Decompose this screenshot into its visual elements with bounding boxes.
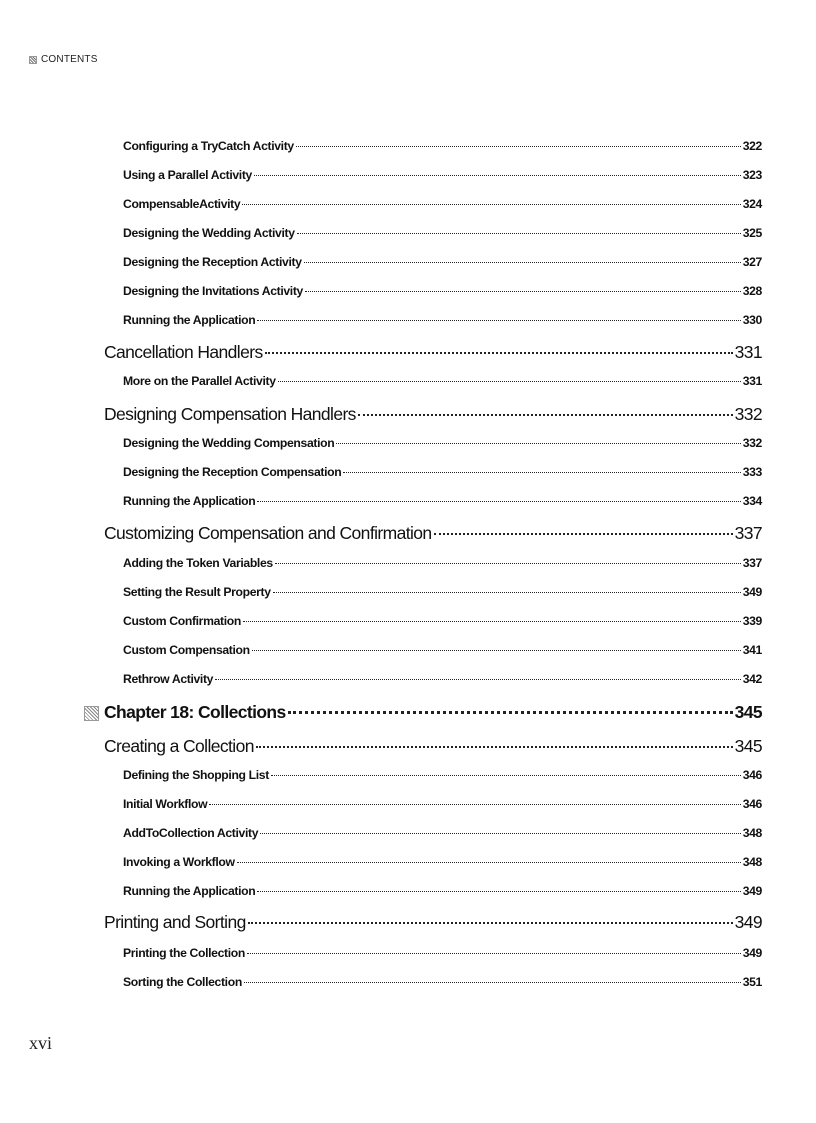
toc-entry-page: 327 [742, 255, 762, 269]
toc-subsection-entry[interactable] [123, 797, 762, 811]
toc-entry-title: Invoking a Workflow [123, 855, 235, 869]
toc-entry-title: Setting the Result Property [123, 585, 271, 599]
dot-leader [257, 320, 740, 321]
toc-entry-title: Cancellation Handlers [104, 342, 263, 362]
toc-entry-title: Initial Workflow [123, 797, 208, 811]
toc-subsection-entry[interactable] [123, 284, 762, 298]
toc-section-entry[interactable] [104, 523, 762, 544]
toc-entry-page: 345 [734, 736, 762, 756]
toc-entry-title: Chapter 18: Collections [104, 702, 286, 722]
toc-subsection-entry[interactable] [123, 313, 762, 327]
toc-entry-page: 331 [742, 374, 762, 388]
toc-entry-page: 333 [742, 465, 762, 479]
toc-entry-title: Designing Compensation Handlers [104, 404, 356, 424]
toc-entry-title: Rethrow Activity [123, 672, 214, 686]
toc-entry-page: 332 [734, 404, 762, 424]
toc-entry-page: 339 [742, 614, 762, 628]
toc-entry-title: Running the Application [123, 313, 256, 327]
toc-entry-title: Sorting the Collection [123, 975, 242, 989]
toc-entry-page: 348 [742, 826, 762, 840]
dot-leader [288, 711, 733, 714]
dot-leader [273, 592, 741, 593]
dot-leader [209, 804, 740, 805]
toc-entry-title: Printing the Collection [123, 946, 245, 960]
dot-leader [254, 175, 741, 176]
toc-entry-title: Designing the Reception Compensation [123, 465, 342, 479]
toc-subsection-entry[interactable] [123, 855, 762, 869]
toc-entry-page: 334 [742, 494, 762, 508]
dot-leader [242, 204, 740, 205]
toc-entry-title: Custom Compensation [123, 643, 250, 657]
toc-entry-page: 330 [742, 313, 762, 327]
dot-leader [244, 982, 741, 983]
toc-entry-page: 349 [734, 912, 762, 932]
toc-subsection-entry[interactable] [123, 436, 762, 450]
dot-leader [434, 533, 733, 535]
toc-subsection-entry[interactable] [123, 374, 762, 388]
toc-entry-page: 322 [742, 139, 762, 153]
toc-subsection-entry[interactable] [123, 197, 762, 211]
toc-entry-page: 346 [742, 768, 762, 782]
dot-leader [296, 146, 741, 147]
toc-subsection-entry[interactable] [123, 255, 762, 269]
toc-subsection-entry[interactable] [123, 465, 762, 479]
toc-subsection-entry[interactable] [123, 826, 762, 840]
toc-entry-page: 328 [742, 284, 762, 298]
toc-entry-title: Designing the Wedding Activity [123, 226, 295, 240]
toc-entry-title: Configuring a TryCatch Activity [123, 139, 294, 153]
dot-leader [343, 472, 740, 473]
dot-leader [297, 233, 741, 234]
toc-entry-page: 337 [742, 556, 762, 570]
toc-entry-title: Designing the Reception Activity [123, 255, 302, 269]
toc-subsection-entry[interactable] [123, 946, 762, 960]
dot-leader [256, 746, 733, 748]
dot-leader [336, 443, 740, 444]
toc-entry-title: Using a Parallel Activity [123, 168, 252, 182]
dot-leader [278, 381, 741, 382]
toc-entry-title: Designing the Invitations Activity [123, 284, 303, 298]
dot-leader [237, 862, 741, 863]
toc-subsection-entry[interactable] [123, 614, 762, 628]
dot-leader [275, 563, 741, 564]
toc-entry-page: 346 [742, 797, 762, 811]
dot-leader [257, 501, 740, 502]
toc-subsection-entry[interactable] [123, 768, 762, 782]
dot-leader [257, 891, 740, 892]
toc-entry-page: 349 [742, 946, 762, 960]
toc-subsection-entry[interactable] [123, 672, 762, 686]
dot-leader [252, 650, 741, 651]
toc-entry-title: AddToCollection Activity [123, 826, 259, 840]
toc-subsection-entry[interactable] [123, 226, 762, 240]
toc-section-entry[interactable] [104, 912, 762, 933]
toc-entry-title: CompensableActivity [123, 197, 241, 211]
toc-subsection-entry[interactable] [123, 975, 762, 989]
toc-entry-title: Designing the Wedding Compensation [123, 436, 335, 450]
toc-entry-title: Customizing Compensation and Confirmation [104, 523, 432, 543]
toc-entry-page: 349 [742, 884, 762, 898]
dot-leader [358, 414, 733, 416]
toc-entry-title: Defining the Shopping List [123, 768, 269, 782]
toc-subsection-entry[interactable] [123, 139, 762, 153]
toc-section-entry[interactable] [104, 736, 762, 757]
dot-leader [305, 291, 741, 292]
dot-leader [247, 953, 741, 954]
toc-subsection-entry[interactable] [123, 494, 762, 508]
dot-leader [248, 922, 733, 924]
toc-subsection-entry[interactable] [123, 556, 762, 570]
toc-entry-page: 342 [742, 672, 762, 686]
toc-entry-title: Printing and Sorting [104, 912, 246, 932]
toc-entry-title: Running the Application [123, 884, 256, 898]
toc-entry-page: 324 [742, 197, 762, 211]
toc-entry-title: Running the Application [123, 494, 256, 508]
toc-subsection-entry[interactable] [123, 643, 762, 657]
toc-entry-page: 348 [742, 855, 762, 869]
toc-section-entry[interactable] [104, 404, 762, 425]
toc-entry-page: 332 [742, 436, 762, 450]
toc-subsection-entry[interactable] [123, 168, 762, 182]
dot-leader [271, 775, 741, 776]
toc-entry-page: 351 [742, 975, 762, 989]
toc-entry-page: 349 [742, 585, 762, 599]
toc-entry-title: Custom Confirmation [123, 614, 241, 628]
toc-entry-page: 323 [742, 168, 762, 182]
toc-entry-title: Adding the Token Variables [123, 556, 273, 570]
toc-subsection-entry[interactable] [123, 585, 762, 599]
toc-entry-page: 337 [734, 523, 762, 543]
toc-entry-title: Creating a Collection [104, 736, 254, 756]
toc-entry-page: 331 [734, 342, 762, 362]
toc-entry-page: 341 [742, 643, 762, 657]
dot-leader [260, 833, 741, 834]
toc-chapter-entry[interactable] [104, 702, 762, 723]
running-head-label: CONTENTS [41, 54, 98, 65]
dot-leader [243, 621, 741, 622]
dot-leader [265, 352, 733, 354]
page-number: xvi [29, 1033, 53, 1053]
toc-entry-title: More on the Parallel Activity [123, 374, 276, 388]
toc-entry-page: 345 [734, 702, 762, 722]
dot-leader [215, 679, 741, 680]
toc-subsection-entry[interactable] [123, 884, 762, 898]
toc-entry-page: 325 [742, 226, 762, 240]
dot-leader [304, 262, 741, 263]
toc-section-entry[interactable] [104, 342, 762, 363]
